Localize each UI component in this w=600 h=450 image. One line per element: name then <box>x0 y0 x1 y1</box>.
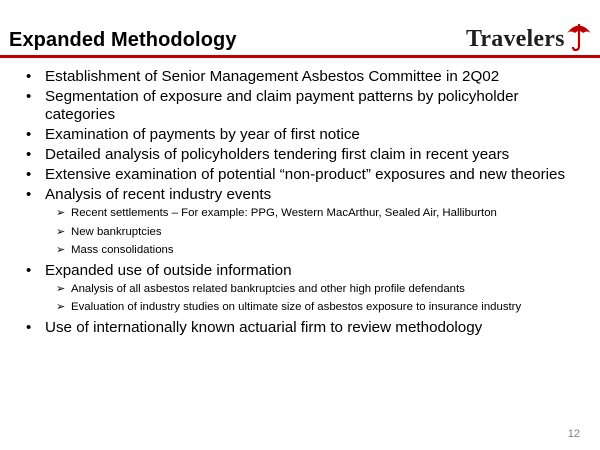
page-number: 12 <box>567 428 580 440</box>
bullet-text: Segmentation of exposure and claim payment patterns by policyholder categories <box>45 88 519 123</box>
arrow-marker-icon: ➢ <box>56 244 66 256</box>
bullet-marker: • <box>26 146 32 163</box>
bullet-item <box>0 262 600 280</box>
bullet-marker: • <box>26 68 32 85</box>
arrow-marker-icon: ➢ <box>56 207 66 219</box>
bullet-text: Detailed analysis of policyholders tendering first claim in recent years <box>45 146 510 163</box>
sub-bullet-item <box>0 300 600 315</box>
bullet-item <box>0 68 600 86</box>
bullet-marker: • <box>26 126 32 143</box>
bullet-item <box>0 126 600 144</box>
arrow-marker-icon: ➢ <box>56 225 66 238</box>
travelers-logo <box>466 20 592 54</box>
bullet-list <box>0 68 600 339</box>
bullet-item <box>0 166 600 184</box>
bullet-item <box>0 186 600 204</box>
bullet-text: Examination of payments by year of first notice <box>45 126 360 143</box>
sub-bullet-text: Analysis of all asbestos related bankruptcies and other high profile defendants <box>71 282 465 295</box>
arrow-marker-icon: ➢ <box>56 301 66 313</box>
slide-title: Expanded Methodology <box>9 29 237 51</box>
sub-bullet-item <box>0 243 600 258</box>
bullet-marker: • <box>26 88 32 105</box>
sub-bullet-item <box>0 225 600 240</box>
bullet-marker: • <box>26 186 32 203</box>
bullet-marker: • <box>26 166 32 183</box>
title-divider <box>0 55 600 58</box>
bullet-marker: • <box>26 261 32 279</box>
bullet-text: Analysis of recent industry events <box>45 186 272 203</box>
bullet-item <box>0 319 600 337</box>
sub-bullet-item <box>0 206 600 221</box>
bullet-text: Establishment of Senior Management Asbestos Committee in 2Q02 <box>45 68 500 85</box>
sub-bullet-text: Recent settlements – For example: PPG, Western MacArthur, Sealed Air, Halliburton <box>71 207 497 219</box>
sub-bullet-text: Evaluation of industry studies on ultimate size of asbestos exposure to insurance industry <box>71 301 522 313</box>
bullet-text: Use of internationally known actuarial firm to review methodology <box>45 318 483 336</box>
sub-bullet-text: Mass consolidations <box>71 244 174 256</box>
umbrella-icon <box>566 20 592 52</box>
logo-text: Travelers <box>466 26 565 52</box>
bullet-item <box>0 146 600 164</box>
sub-bullet-text: New bankruptcies <box>71 225 162 238</box>
sub-bullet-item <box>0 282 600 297</box>
arrow-marker-icon: ➢ <box>56 282 66 295</box>
bullet-text: Extensive examination of potential “non-product” exposures and new theories <box>45 166 566 183</box>
bullet-marker: • <box>26 318 32 336</box>
bullet-text: Expanded use of outside information <box>45 261 292 279</box>
bullet-item <box>0 88 600 124</box>
